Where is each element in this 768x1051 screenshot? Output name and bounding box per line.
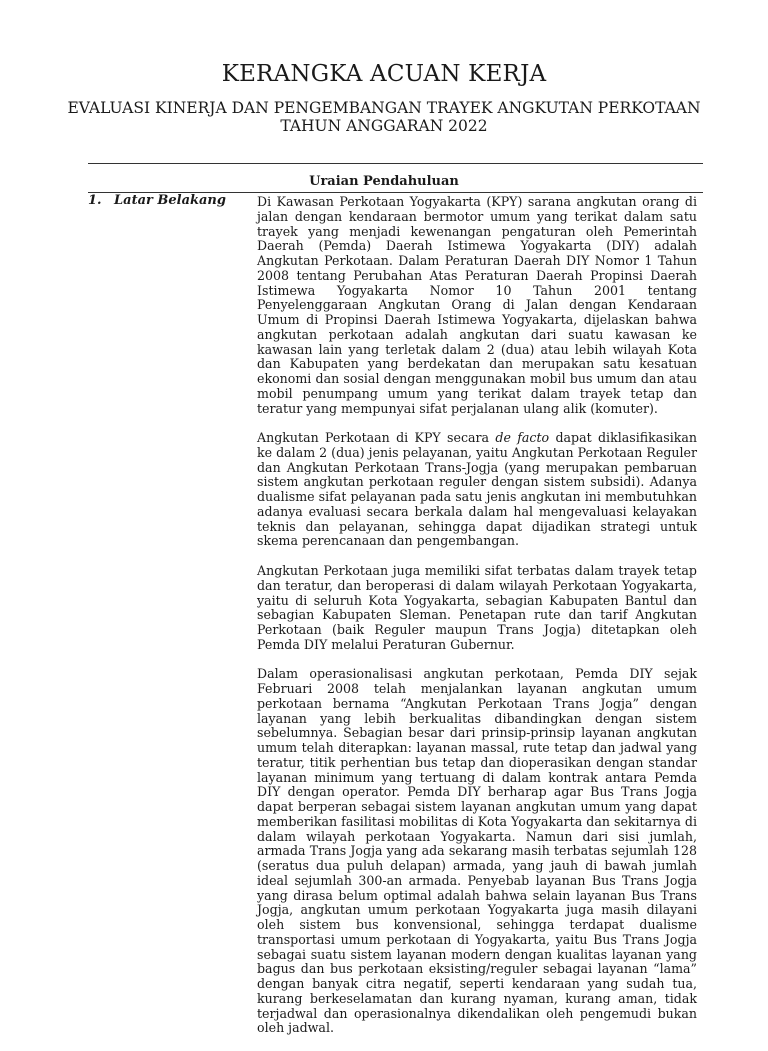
paragraph-1: Di Kawasan Perkotaan Yogyakarta (KPY) sarana angkutan orang di jalan dengan kendaraan bermotor umum yang terikat dalam satu trayek yang menjadi kewenangan pengaturan oleh Pemerintah Daerah (Pemda) Daerah Istimewa Yogyakarta (DIY) adalah Angkutan Perkotaan. Dalam Peraturan Daerah DIY Nomor 1 Tahun 2008 tentang Perubahan Atas Peraturan Daerah Propinsi Daerah Istimewa Yogyakarta Nomor 10 Tahun 2001 tentang Penyelenggaraan Angkutan Orang di Jalan dengan Kendaraan Umum di Propinsi Daerah Istimewa Yogyakarta, dijelaskan bahwa angkutan perkotaan adalah angkutan dari suatu kawasan ke kawasan lain yang terletak dalam 2 (dua) atau lebih wilayah Kota dan Kabupaten yang berdekatan dan merupakan satu kesatuan ekonomi dan sosial dengan menggunakan mobil bus umum dan atau mobil penumpang umum yang terikat dalam trayek tetap dan teratur yang mempunyai sifat perjalanan ulang alik (komuter). [257, 194, 697, 416]
row-number: 1. [88, 193, 102, 208]
subtitle-line-1: EVALUASI KINERJA DAN PENGEMBANGAN TRAYEK ANGKUTAN PERKOTAAN [67, 99, 701, 117]
top-divider [88, 163, 703, 164]
document-subtitle [0, 99, 768, 135]
paragraph-2 [257, 431, 697, 549]
section-heading: Uraian Pendahuluan [309, 174, 459, 189]
paragraph-2-italic: de facto [495, 430, 550, 446]
body-text [257, 195, 697, 1051]
row-title: Latar Belakang [114, 193, 226, 208]
paragraph-2-after: dapat diklasifikasikan ke dalam 2 (dua) jenis pelayanan, yaitu Angkutan Perkotaan Reguler dan Angkutan Perkotaan Trans-Jogja (yang merupakan pembaruan sistem angkutan perkotaan reguler dengan sistem subsidi). Adanya dualisme sifat pelayanan pada satu jenis angkutan ini membutuhkan adanya evaluasi secara berkala dalam hal mengevaluasi kelayakan teknis dan pelayanan, sehingga dapat dijadikan strategi untuk skema perencanaan dan pengembangan. [257, 430, 698, 549]
subtitle-line-2: TAHUN ANGGARAN 2022 [280, 117, 488, 135]
paragraph-4: Dalam operasionalisasi angkutan perkotaan, Pemda DIY sejak Februari 2008 telah menjalankan layanan angkutan umum perkotaan bernama “Angkutan Perkotaan Trans Jogja” dengan layanan yang lebih berkualitas dibandingkan dengan sistem sebelumnya. Sebagian besar dari prinsip-prinsip layanan angkutan umum telah diterapkan: layanan massal, rute tetap dan jadwal yang teratur, titik perhentian bus tetap dan dioperasikan dengan standar layanan minimum yang tertuang di dalam kontrak antara Pemda DIY dengan operator. Pemda DIY berharap agar Bus Trans Jogja dapat berperan sebagai sistem layanan angkutan umum yang dapat memberikan fasilitasi mobilitas di Kota Yogyakarta dan sekitarnya di dalam wilayah perkotaan Yogyakarta. Namun dari sisi jumlah, armada Trans Jogja yang ada sekarang masih terbatas sejumlah 128 (seratus dua puluh delapan) armada, yang jauh di bawah jumlah ideal sejumlah 300-an armada. Penyebab layanan Bus Trans Jogja yang dirasa belum optimal adalah bahwa selain layanan Bus Trans Jogja, angkutan umum perkotaan Yogyakarta juga masih dilayani oleh sistem bus konvensional, sehingga terdapat dualisme transportasi umum perkotaan di Yogyakarta, yaitu Bus Trans Jogja sebagai suatu sistem layanan modern dengan kualitas layanan yang bagus dan bus perkotaan eksisting/reguler sebagai layanan “lama” dengan banyak citra negatif, seperti kendaraan yang sudah tua, kurang berkeselamatan dan kurang nyaman, kurang aman, tidak terjadwal dan operasionalnya dikendalikan oleh pengemudi bukan oleh jadwal. [257, 666, 697, 1036]
paragraph-2-before: Angkutan Perkotaan di KPY secara [257, 430, 496, 446]
paragraph-3: Angkutan Perkotaan juga memiliki sifat terbatas dalam trayek tetap dan teratur, dan beroperasi di dalam wilayah Perkotaan Yogyakarta, yaitu di seluruh Kota Yogyakarta, sebagian Kabupaten Bantul dan sebagian Kabupaten Sleman. Penetapan rute dan tarif Angkutan Perkotaan (baik Reguler maupun Trans Jogja) ditetapkan oleh Pemda DIY melalui Peraturan Gubernur. [257, 563, 697, 652]
document-title: KERANGKA ACUAN KERJA [221, 61, 547, 87]
row-label [88, 193, 226, 208]
